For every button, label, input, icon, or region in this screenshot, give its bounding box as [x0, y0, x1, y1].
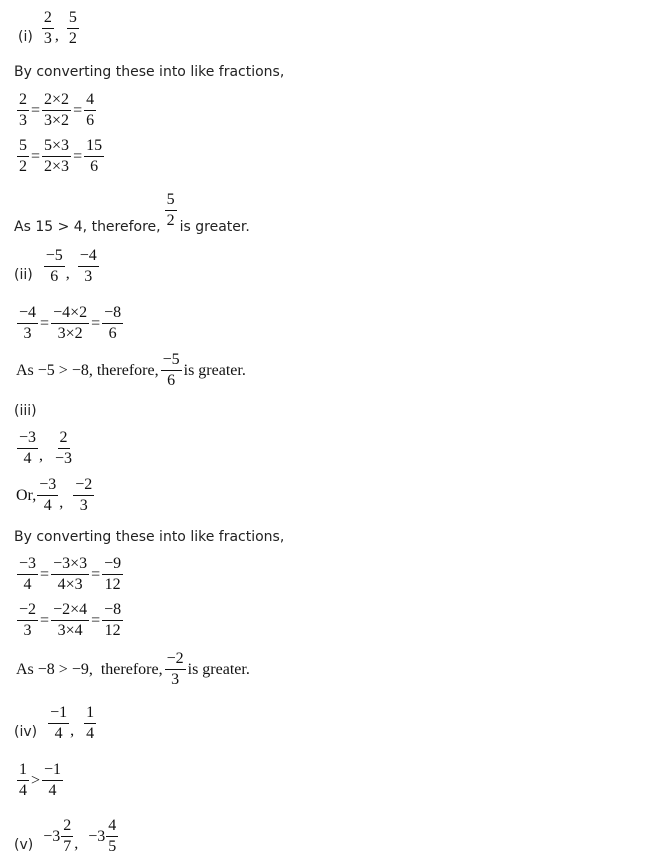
mixed-number: −3 $\frac{2}{7}$	[43, 817, 72, 855]
part-iv-inequality: $\frac{1}{4}$ > $\frac{-1}{4}$	[19, 761, 62, 799]
part-ii-equation-1: $\frac{-4}{3}$ = $\frac{-4\times 2}{3\times 2}$ = $\frac{-8}{6}$	[19, 304, 122, 342]
part-v-header: (v) −3 $\frac{2}{7}$ , −3 $\frac{4}{5}$	[14, 818, 119, 855]
part-iii-label: (iii)	[14, 403, 37, 419]
part-iii-equation-2: $\frac{-2}{3}$ = $\frac{-2\times 4}{3\times 4}$ = $\frac{-8}{12}$	[19, 601, 122, 639]
mixed-number: −3 $\frac{4}{5}$	[88, 817, 117, 855]
part-iii-pair: $\frac{-3}{4}$ , $\frac{2}{-3}$	[19, 429, 73, 467]
part-iv-header: (iv) $\frac{-1}{4}$ , $\frac{1}{4}$	[14, 704, 95, 742]
part-i-equation-1: $\frac{2}{3}$ = $\frac{2\times 2}{3\times 2}$ = $\frac{4}{6}$	[19, 91, 95, 129]
fraction: $\frac{5}{2}$	[68, 9, 77, 47]
part-iii-or: Or, $\frac{-3}{4}$ , $\frac{-2}{3}$	[16, 476, 93, 514]
part-iv-label: (iv)	[14, 724, 38, 740]
part-v-label: (v)	[14, 837, 34, 853]
part-iii-conclusion: As −8 > −9, therefore, $\frac{-2}{3}$ is greater.	[16, 650, 250, 688]
part-i-conclusion: As 15 > 4, therefore, $\frac{5}{2}$ is greater.	[14, 191, 250, 235]
part-i-header: (i) $\frac{2}{3}$ , $\frac{5}{2}$	[18, 9, 77, 47]
part-iii-intro: By converting these into like fractions,	[14, 529, 285, 545]
part-i-label: (i)	[18, 29, 33, 45]
part-ii-conclusion: As −5 > −8, therefore, $\frac{-5}{6}$ is greater.	[16, 351, 246, 389]
part-iii-equation-1: $\frac{-3}{4}$ = $\frac{-3\times 3}{4\times 3}$ = $\frac{-9}{12}$	[19, 555, 122, 593]
fraction: $\frac{2}{3}$	[43, 9, 52, 47]
part-i-intro: By converting these into like fractions,	[14, 64, 285, 80]
part-ii-label: (ii)	[14, 267, 33, 283]
part-i-equation-2: $\frac{5}{2}$ = $\frac{5\times 3}{2\times 3}$ = $\frac{15}{6}$	[19, 137, 103, 175]
part-ii-header: (ii) $\frac{-5}{6}$ , $\frac{-4}{3}$	[14, 247, 97, 285]
